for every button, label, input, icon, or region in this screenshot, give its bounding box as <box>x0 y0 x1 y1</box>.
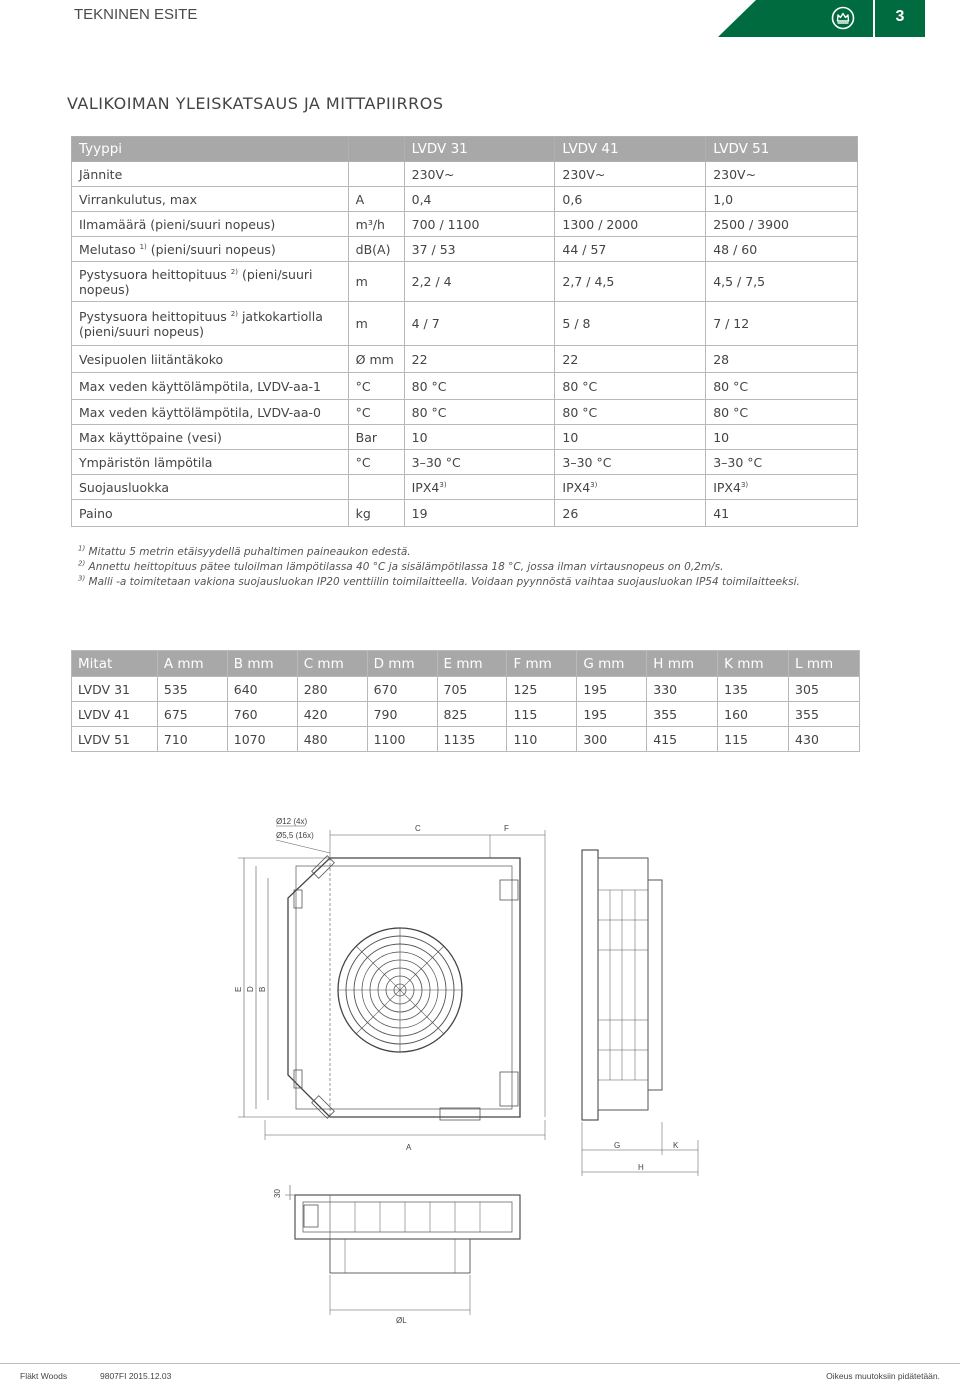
cell-value: 710 <box>157 727 227 752</box>
footer-rule <box>0 1363 960 1364</box>
cell-value: 110 <box>507 727 577 752</box>
footnote-ref: 3) <box>439 480 447 489</box>
footnote-ref: 3) <box>740 480 749 489</box>
row-unit: m³/h <box>348 212 404 237</box>
cell-value: 7 / 12 <box>706 302 858 346</box>
cell-value: 705 <box>437 677 507 702</box>
cell-value: 675 <box>157 702 227 727</box>
cell-value: 44 / 57 <box>555 237 706 262</box>
header-cell: Tyyppi <box>72 137 349 162</box>
cell-value: 195 <box>577 677 647 702</box>
footnote-mark: 2) <box>78 559 86 568</box>
cell-value: 2,7 / 4,5 <box>555 262 706 302</box>
cell-value: 37 / 53 <box>404 237 555 262</box>
row-label: Max veden käyttölämpötila, LVDV-aa-0 <box>72 400 349 425</box>
dim-label-h: H <box>638 1163 644 1172</box>
dim-label-k: K <box>673 1141 679 1150</box>
protection-class: IPX4 <box>411 479 440 495</box>
header-cell: LVDV 51 <box>706 137 858 162</box>
cell-value: 420 <box>297 702 367 727</box>
row-label-text: jatkokartiolla (pieni/suuri nopeus) <box>79 308 323 339</box>
cell-value: 280 <box>297 677 367 702</box>
section-title: VALIKOIMAN YLEISKATSAUS JA MITTAPIIRROS <box>67 94 444 113</box>
header-cell: LVDV 41 <box>555 137 706 162</box>
cell-value: 760 <box>227 702 297 727</box>
cell-value: 670 <box>367 677 437 702</box>
header-cell: A mm <box>157 651 227 677</box>
row-label: Jännite <box>72 162 349 187</box>
footnote-text: Malli -a toimitetaan vakiona suojausluokan IP20 venttiilin toimilaitteella. Voidaan pyynnöstä vaihtaa suojausluokan IP54 toimilaitteeksi. <box>88 576 800 588</box>
dim-label-e: E <box>234 986 243 992</box>
dim-label-l: ØL <box>396 1316 407 1325</box>
row-unit: °C <box>348 450 404 475</box>
cell-value: 195 <box>577 702 647 727</box>
dim-label-c: C <box>415 824 421 833</box>
cell-value: 115 <box>507 702 577 727</box>
cell-value: 355 <box>789 702 860 727</box>
footer-brand: Fläkt Woods <box>20 1371 68 1381</box>
cell-value: 10 <box>706 425 858 450</box>
footnote-ref: 2) <box>230 267 238 276</box>
cell-value: 480 <box>297 727 367 752</box>
cell-value: 48 / 60 <box>706 237 858 262</box>
row-unit: dB(A) <box>348 237 404 262</box>
row-unit: A <box>348 187 404 212</box>
cell-value: 28 <box>706 346 858 373</box>
cell-value: 1,0 <box>706 187 858 212</box>
cell-value: 80 °C <box>706 373 858 400</box>
header-cell: B mm <box>227 651 297 677</box>
cell-value: 355 <box>647 702 718 727</box>
cell-value: 0,4 <box>404 187 555 212</box>
cell-value: 135 <box>718 677 789 702</box>
cell-value: 80 °C <box>706 400 858 425</box>
cell-value: 430 <box>789 727 860 752</box>
cell-value: 80 °C <box>404 373 555 400</box>
cell-value: 80 °C <box>555 400 706 425</box>
cell-value: 80 °C <box>404 400 555 425</box>
cell-value: 3–30 °C <box>404 450 555 475</box>
cell-value: 2,2 / 4 <box>404 262 555 302</box>
protection-class: IPX4 <box>562 479 591 495</box>
header-cell: K mm <box>718 651 789 677</box>
cell-value: 300 <box>577 727 647 752</box>
cell-value: 1300 / 2000 <box>555 212 706 237</box>
row-unit: °C <box>348 400 404 425</box>
row-label-text: Pystysuora heittopituus <box>79 266 227 282</box>
cell-value: 230V~ <box>706 162 858 187</box>
cell-value: 790 <box>367 702 437 727</box>
header-cell: H mm <box>647 651 718 677</box>
header-cell: G mm <box>577 651 647 677</box>
dim-label-g: G <box>614 1141 621 1150</box>
row-label-text: (pieni/suuri nopeus) <box>146 241 276 257</box>
cell-value: 640 <box>227 677 297 702</box>
cell-value: 825 <box>437 702 507 727</box>
document-type-title: TEKNINEN ESITE <box>74 6 198 23</box>
dim-label-d: D <box>246 986 255 992</box>
cell-value: 330 <box>647 677 718 702</box>
cell-value: 415 <box>647 727 718 752</box>
cell-value: 26 <box>555 500 706 527</box>
side-view <box>582 850 698 1176</box>
header-cell: C mm <box>297 651 367 677</box>
cell-value: 10 <box>404 425 555 450</box>
footnote-text: Annettu heittopituus pätee tuloilman lämpötilassa 40 °C ja sisälämpötilassa 18 °C, jossa ilman virtausnopeus on 0,2m/s. <box>88 561 724 573</box>
header-cell: Mitat <box>72 651 158 677</box>
header-cell: L mm <box>789 651 860 677</box>
row-label: Ilmamäärä (pieni/suuri nopeus) <box>72 212 349 237</box>
row-unit: m <box>348 302 404 346</box>
footer-doc-code: 9807FI 2015.12.03 <box>100 1371 172 1381</box>
cell-value: 19 <box>404 500 555 527</box>
cell-value: 160 <box>718 702 789 727</box>
footnote-mark: 3) <box>78 574 86 583</box>
footnote-ref: 3) <box>590 480 598 489</box>
row-unit: Ø mm <box>348 346 404 373</box>
header-cell: LVDV 31 <box>404 137 555 162</box>
cell-value: 1135 <box>437 727 507 752</box>
row-label: Vesipuolen liitäntäkoko <box>72 346 349 373</box>
hole-label-12: Ø12 (4x) <box>276 817 308 826</box>
cell-value: 0,6 <box>555 187 706 212</box>
footer-rights: Oikeus muutoksiin pidätetään. <box>826 1371 940 1381</box>
row-unit: kg <box>348 500 404 527</box>
dim-label-a: A <box>406 1143 412 1152</box>
footnote-ref: 1) <box>139 242 147 251</box>
cell-value: 4,5 / 7,5 <box>706 262 858 302</box>
row-unit: m <box>348 262 404 302</box>
cell-value: 125 <box>507 677 577 702</box>
row-label: Suojausluokka <box>72 475 349 500</box>
front-view <box>238 826 545 1140</box>
cell-value: 10 <box>555 425 706 450</box>
bottom-view <box>285 1185 520 1315</box>
row-label: Ympäristön lämpötila <box>72 450 349 475</box>
cell-value: 80 °C <box>555 373 706 400</box>
row-label: Max veden käyttölämpötila, LVDV-aa-1 <box>72 373 349 400</box>
model-name: LVDV 41 <box>72 702 158 727</box>
dim-label-b: B <box>258 986 267 992</box>
row-label-text: Pystysuora heittopituus <box>79 308 227 324</box>
row-label: Virrankulutus, max <box>72 187 349 212</box>
cell-value: 41 <box>706 500 858 527</box>
cell-value: 230V~ <box>404 162 555 187</box>
row-label-text: (pieni/suuri nopeus) <box>79 266 313 297</box>
cell-value: 305 <box>789 677 860 702</box>
row-label: Max käyttöpaine (vesi) <box>72 425 349 450</box>
page-number: 3 <box>895 8 905 25</box>
row-unit: Bar <box>348 425 404 450</box>
cell-value: 3–30 °C <box>706 450 858 475</box>
cell-value: 115 <box>718 727 789 752</box>
footnote-mark: 1) <box>78 544 86 553</box>
cell-value: 5 / 8 <box>555 302 706 346</box>
header-cell: E mm <box>437 651 507 677</box>
model-name: LVDV 31 <box>72 677 158 702</box>
footnote-text: Mitattu 5 metrin etäisyydellä puhaltimen paineaukon edestä. <box>88 546 411 558</box>
cell-value: 700 / 1100 <box>404 212 555 237</box>
cell-value: 22 <box>555 346 706 373</box>
cell-value: 22 <box>404 346 555 373</box>
cell-value: 3–30 °C <box>555 450 706 475</box>
row-label-text: Melutaso <box>79 241 136 257</box>
dim-label-f: F <box>504 824 509 833</box>
row-unit: °C <box>348 373 404 400</box>
footnote-ref: 2) <box>230 309 238 318</box>
cell-value: 4 / 7 <box>404 302 555 346</box>
header-cell: F mm <box>507 651 577 677</box>
dim-label-30: 30 <box>273 1189 282 1198</box>
cell-value: 1070 <box>227 727 297 752</box>
protection-class: IPX4 <box>713 479 741 495</box>
cell-value: 535 <box>157 677 227 702</box>
hole-label-55: Ø5,5 (16x) <box>276 831 314 840</box>
cell-value: 230V~ <box>555 162 706 187</box>
row-label: Paino <box>72 500 349 527</box>
cell-value: 2500 / 3900 <box>706 212 858 237</box>
cell-value: 1100 <box>367 727 437 752</box>
header-cell: D mm <box>367 651 437 677</box>
model-name: LVDV 51 <box>72 727 158 752</box>
